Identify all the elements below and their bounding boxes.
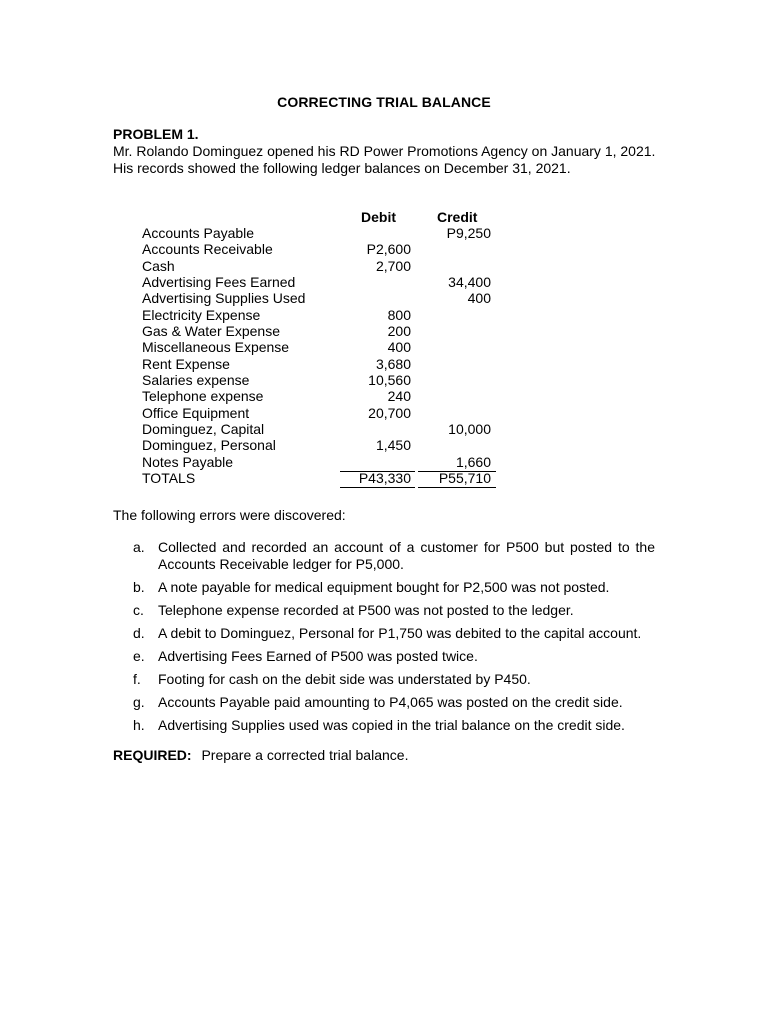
- error-item-letter: a.: [133, 539, 145, 555]
- account-name: Salaries expense: [142, 372, 250, 389]
- error-item-text: A debit to Dominguez, Personal for P1,750 was debited to the capital account.: [158, 624, 642, 641]
- account-name: Advertising Supplies Used: [142, 290, 306, 307]
- table-row: [142, 290, 502, 306]
- error-item-text: Telephone expense recorded at P500 was not posted to the ledger.: [158, 601, 574, 618]
- error-item: [133, 671, 655, 688]
- errors-intro: The following errors were discovered:: [113, 507, 346, 523]
- account-name: Accounts Receivable: [142, 241, 273, 258]
- error-item-letter: c.: [133, 601, 144, 618]
- credit-amount: 1,660: [455, 453, 491, 470]
- error-item: [133, 539, 655, 572]
- totals-bottom-rule-credit: [418, 487, 496, 488]
- debit-amount: 2,700: [375, 257, 411, 274]
- debit-amount: 240: [387, 388, 411, 405]
- totals-label: TOTALS: [142, 470, 196, 487]
- table-row: [142, 356, 502, 372]
- account-name: Dominguez, Capital: [142, 421, 265, 438]
- account-name: Accounts Payable: [142, 225, 255, 241]
- total-credit: P55,710: [438, 470, 491, 487]
- account-name: Advertising Fees Earned: [142, 274, 296, 291]
- debit-amount: 10,560: [368, 372, 411, 389]
- required-label: REQUIRED:: [113, 747, 192, 763]
- error-item-text: Advertising Supplies used was copied in the trial balance on the credit side.: [158, 716, 625, 733]
- debit-amount: 20,700: [368, 404, 411, 421]
- table-row: [142, 274, 502, 290]
- error-item-letter: g.: [133, 693, 145, 710]
- trial-balance-table: [142, 225, 502, 487]
- debit-amount: 200: [387, 323, 411, 340]
- credit-header: Credit: [437, 209, 478, 225]
- debit-amount: 1,450: [375, 437, 411, 454]
- account-name: Office Equipment: [142, 404, 250, 421]
- table-row: [142, 307, 502, 323]
- error-item: [133, 579, 655, 596]
- account-name: Dominguez, Personal: [142, 437, 276, 454]
- error-item: [133, 717, 655, 734]
- table-row: [142, 225, 502, 241]
- credit-amount: P9,250: [446, 225, 491, 241]
- table-row: [142, 405, 502, 421]
- problem-heading: PROBLEM 1.: [113, 126, 199, 142]
- account-name: Telephone expense: [142, 388, 264, 405]
- table-row: [142, 241, 502, 257]
- totals-top-rule-credit: [418, 471, 496, 472]
- debit-amount: 3,680: [375, 355, 411, 372]
- error-item-text: Collected and recorded an account of a customer for P500 but posted to the Accounts Receivable ledger for P5,000.: [158, 539, 655, 572]
- error-item: [133, 602, 655, 619]
- account-name: Notes Payable: [142, 453, 234, 470]
- error-item-letter: h.: [133, 716, 145, 733]
- intro-line-1: Mr. Rolando Dominguez opened his RD Power Promotions Agency on January 1, 2021.: [113, 143, 656, 159]
- errors-list: [133, 539, 655, 740]
- account-name: Rent Expense: [142, 355, 230, 372]
- account-name: Cash: [142, 257, 175, 274]
- error-item: [133, 648, 655, 665]
- required-text: Prepare a corrected trial balance.: [201, 747, 409, 763]
- document-title: CORRECTING TRIAL BALANCE: [277, 94, 491, 110]
- error-item: [133, 694, 655, 711]
- error-item-text: Footing for cash on the debit side was understated by P450.: [158, 670, 531, 687]
- totals-row: [142, 470, 502, 486]
- credit-amount: 10,000: [448, 421, 491, 438]
- required-line: [113, 747, 408, 763]
- error-item-letter: b.: [133, 578, 145, 595]
- error-item-text: Advertising Fees Earned of P500 was posted twice.: [158, 647, 478, 664]
- error-item-letter: e.: [133, 647, 145, 664]
- table-row: [142, 339, 502, 355]
- error-item: [133, 625, 655, 642]
- table-row: [142, 437, 502, 453]
- error-item-letter: d.: [133, 624, 145, 641]
- table-row: [142, 323, 502, 339]
- table-row: [142, 421, 502, 437]
- debit-header: Debit: [361, 209, 396, 225]
- error-item-letter: f.: [133, 670, 141, 687]
- account-name: Electricity Expense: [142, 306, 261, 323]
- account-name: Gas & Water Expense: [142, 323, 280, 340]
- credit-amount: 400: [467, 290, 491, 307]
- debit-amount: P2,600: [366, 241, 411, 258]
- debit-amount: 800: [387, 306, 411, 323]
- intro-line-2: His records showed the following ledger balances on December 31, 2021.: [113, 160, 571, 176]
- debit-amount: 400: [387, 339, 411, 356]
- table-row: [142, 258, 502, 274]
- table-row: [142, 388, 502, 404]
- table-row: [142, 454, 502, 470]
- credit-amount: 34,400: [448, 274, 491, 291]
- totals-top-rule-debit: [340, 471, 415, 472]
- total-debit: P43,330: [358, 470, 411, 487]
- totals-bottom-rule-debit: [340, 487, 415, 488]
- table-row: [142, 372, 502, 388]
- error-item-text: A note payable for medical equipment bought for P2,500 was not posted.: [158, 578, 610, 595]
- error-item-text: Accounts Payable paid amounting to P4,065 was posted on the credit side.: [158, 693, 623, 710]
- account-name: Miscellaneous Expense: [142, 339, 290, 356]
